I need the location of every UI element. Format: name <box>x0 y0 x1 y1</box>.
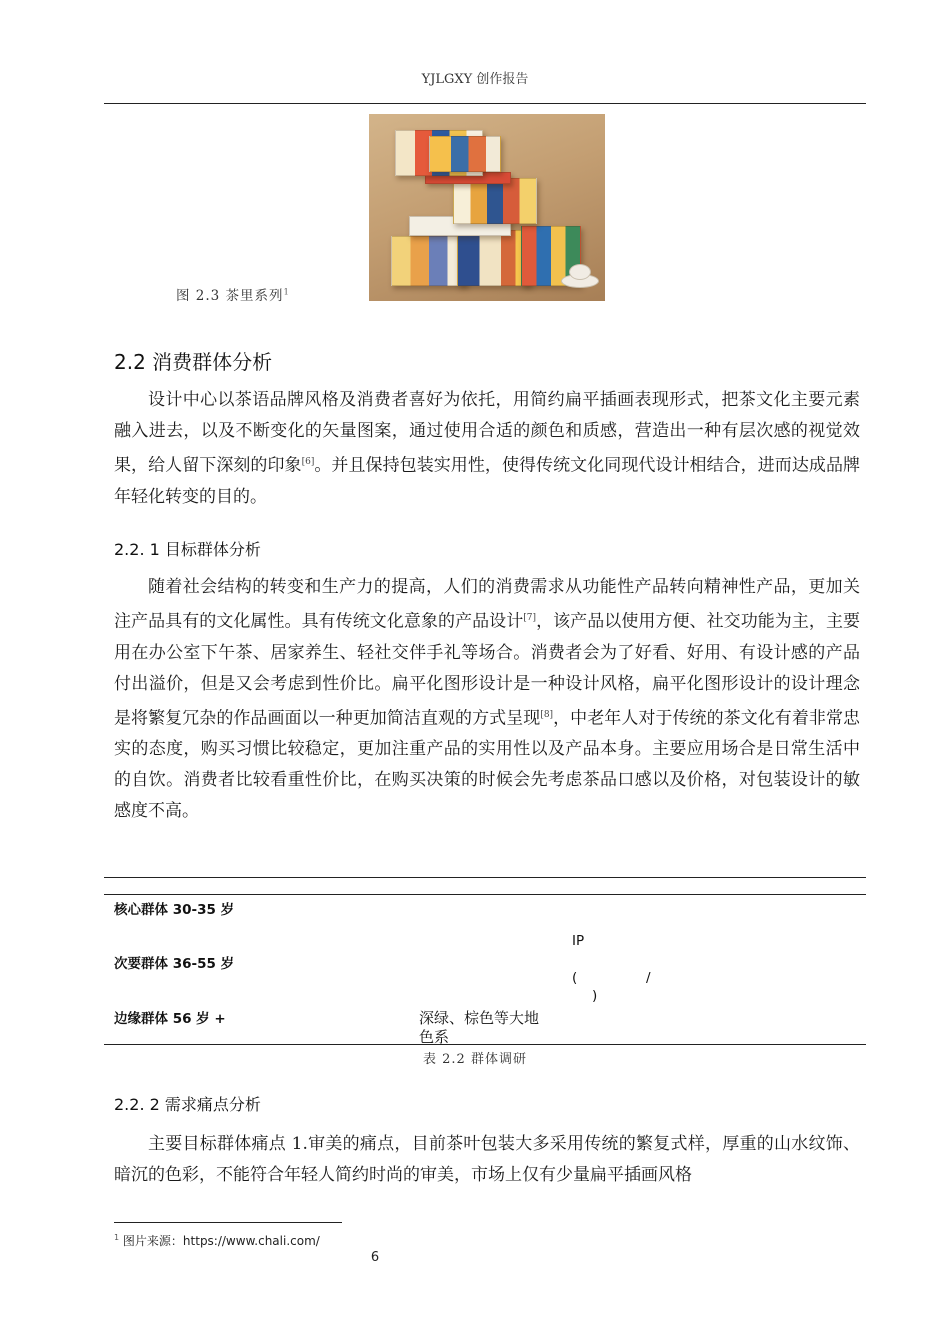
target-group-text: ，该产品以使用方便、社交功能为主，主要用在办公室下午茶、居家养生、轻社交伴手礼等场合。消费者会为了好看、好用、有设计感的产品付出溢价，但是又会考虑到性价比。扁平化图形设计是一种设计风格，扁平化图形设计的设计理念是将繁复冗杂的作品画面以一种更加简洁直观的方式呈现 <box>114 611 861 729</box>
section-intro-text: 。并且保持包装实用性，使得传统文化同现代设计相结合，进而达成品牌年轻化转变的目的。 <box>114 455 861 507</box>
teacup <box>569 264 591 280</box>
tea-box-bottom-left <box>391 236 467 286</box>
page-number: 6 <box>370 1250 380 1265</box>
table-fragment-ip: IP <box>572 933 585 949</box>
footnote <box>114 1232 320 1249</box>
table-caption: 表 2.2 群体调研 <box>423 1052 527 1067</box>
figure-footnote-ref: 1 <box>283 287 290 297</box>
pain-points-paragraph: 主要目标群体痛点 1.审美的痛点，目前茶叶包装大多采用传统的繁复式样，厚重的山水纹饰、暗沉的色彩，不能符合年轻人简约时尚的审美，市场上仅有少量扁平插画风格 <box>114 1134 860 1185</box>
target-group-text: ，中老年人对于传统的茶文化有着非常忠实的态度，购买习惯比较稳定，更加注重产品的实用性以及产品本身。主要应用场合是日常生活中的自饮。消费者比较看重性价比，在购买决策的时候会先考虑茶品口感以及价格，对包装设计的敏感度不高。 <box>114 708 861 822</box>
page-header-title: YJLGXY 创作报告 <box>421 72 529 87</box>
target-group-paragraph <box>114 572 860 827</box>
section-intro-text: 设计中心以茶语品牌风格及消费者喜好为依托，用简约扁平插画表现形式，把茶文化主要元素融入进去，以及不断变化的矢量图案，通过使用合适的颜色和质感，营造出一种有层次感的视觉效果，给人留下深刻的印象 <box>114 390 860 476</box>
footnote-marker: 1 <box>114 1233 120 1242</box>
table-row-secondary-group: 次要群体 36-55 岁 <box>114 956 235 972</box>
table-bottom-rule <box>104 1044 866 1045</box>
citation-ref: [8] <box>540 709 554 720</box>
table-fragment-paren-open: ( <box>572 970 578 986</box>
table-row-core-group: 核心群体 30-35 岁 <box>114 902 235 918</box>
table-row-edge-group: 边缘群体 56 岁 + <box>114 1011 226 1027</box>
table-colors-line1: 深绿、棕色等大地 <box>419 1009 540 1027</box>
citation-ref: [6] <box>301 457 315 467</box>
table-colors-line2: 色系 <box>419 1028 450 1046</box>
target-group-text: 随着社会结构的转变和生产力的提高，人们的消费需求从功能性产品转向精神性产品，更加关注产品具有的文化属性。具有传统文化意象的产品设计 <box>114 577 860 632</box>
table-fragment-paren-close: ) <box>592 988 598 1004</box>
tea-box-bottom-middle <box>457 230 531 286</box>
product-photo <box>369 114 605 301</box>
table-fragment-slash: / <box>646 970 651 986</box>
section-intro-paragraph <box>114 385 860 513</box>
tea-box-middle-tier <box>453 178 537 224</box>
section-heading: 2.2 消费群体分析 <box>114 350 273 374</box>
figure-caption-text: 图 2.3 茶里系列 <box>176 288 284 304</box>
footnote-text: 图片来源：https://www.chali.com/ <box>122 1234 320 1248</box>
citation-ref: [7] <box>523 613 537 623</box>
subsection-heading-target-group: 2.2. 1 目标群体分析 <box>114 540 261 559</box>
footnote-divider <box>114 1222 342 1223</box>
figure-caption <box>176 284 290 304</box>
table-top-rule <box>104 877 866 878</box>
tea-box-top-lid <box>429 136 501 172</box>
header-divider <box>104 103 866 104</box>
subsection-heading-pain-points: 2.2. 2 需求痛点分析 <box>114 1095 261 1114</box>
table-header-rule <box>104 894 866 895</box>
